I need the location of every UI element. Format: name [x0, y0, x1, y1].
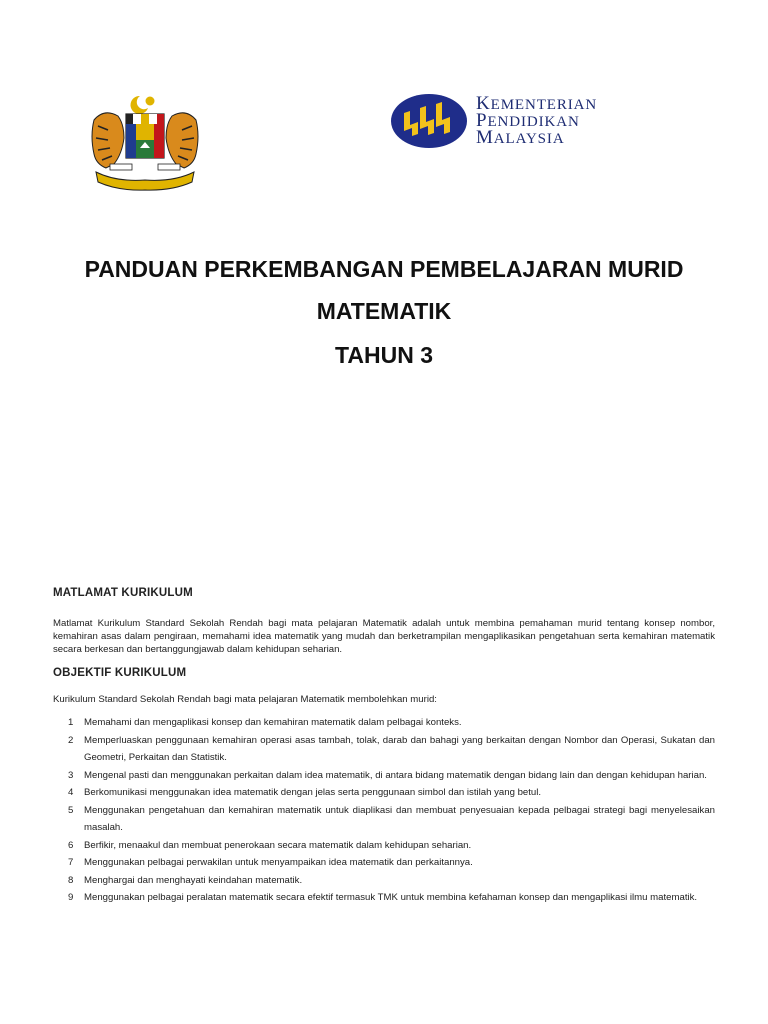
kpm-line-3 — [476, 127, 597, 148]
list-item-number: 7 — [68, 857, 74, 868]
objektif-heading: OBJEKTIF KURIKULUM — [53, 667, 187, 679]
list-item-number: 6 — [68, 839, 74, 851]
objectives-list — [53, 714, 715, 907]
list-item-text: Menggunakan pengetahuan dan kemahiran matematik untuk diaplikasi dan membuat penyesuaian kepada pelbagai strategi bagi menyelesaikan masalah. — [84, 804, 715, 833]
kpm-line-3-initial: M — [476, 127, 494, 148]
list-item-text: Memahami dan mengaplikasi konsep dan kemahiran matematik dalam pelbagai konteks. — [84, 717, 462, 728]
list-item-number: 8 — [68, 874, 74, 886]
matlamat-heading: MATLAMAT KURIKULUM — [53, 587, 193, 599]
list-item — [53, 889, 715, 907]
year-title: TAHUN 3 — [335, 342, 433, 368]
list-item — [53, 714, 715, 732]
list-item — [53, 872, 715, 890]
list-item-text: Mengenal pasti dan menggunakan perkaitan dalam idea matematik, di antara bidang matematik dengan bidang lain dan dengan kehidupan harian. — [84, 769, 707, 781]
coat-of-arms-logo — [86, 92, 204, 192]
kpm-emblem-icon — [390, 93, 468, 149]
document-title: PANDUAN PERKEMBANGAN PEMBELAJARAN MURID — [84, 256, 684, 282]
matlamat-paragraph: Matlamat Kurikulum Standard Sekolah Rendah bagi mata pelajaran Matematik adalah untuk membina pemahaman murid tentang konsep nombor, kemahiran asas dalam pengiraan, memahami idea matematik yang mudah dan berketrampilan mengaplikasikan pengetahuan serta kemahiran matematik secara berkesan dan bertanggungjawab dalam kehidupan seharian. — [53, 618, 715, 655]
kpm-line-2-rest: ENDIDIKAN — [487, 114, 580, 130]
kpm-line-3-rest: ALAYSIA — [493, 131, 565, 147]
list-item-number: 9 — [68, 892, 74, 903]
subject-title: MATEMATIK — [316, 298, 452, 324]
kpm-line-2 — [476, 110, 597, 131]
list-item-number: 3 — [68, 769, 74, 781]
list-item-number: 2 — [68, 734, 74, 746]
list-item — [53, 784, 715, 802]
list-item-text: Berkomunikasi menggunakan idea matematik dengan jelas serta penggunaan simbol dan istilah yang betul. — [84, 787, 542, 798]
list-item — [53, 837, 715, 855]
list-item-text: Memperluaskan penggunaan kemahiran operasi asas tambah, tolak, darab dan bahagi yang berkaitan dengan Nombor dan Operasi, Sukatan dan Geometri, Perkaitan dan Statistik. — [84, 734, 715, 763]
kpm-line-1-initial: K — [476, 93, 491, 114]
list-item-number: 1 — [68, 717, 74, 728]
objektif-intro: Kurikulum Standard Sekolah Rendah bagi mata pelajaran Matematik membolehkan murid: — [53, 694, 437, 705]
list-item — [53, 854, 715, 872]
list-item-number: 5 — [68, 804, 74, 816]
list-item-text: Menggunakan pelbagai peralatan matematik secara efektif termasuk TMK untuk membina kefahaman konsep dan mengaplikasi ilmu matematik. — [84, 892, 698, 903]
kpm-line-1-rest: EMENTERIAN — [490, 97, 598, 113]
list-item-number: 4 — [68, 787, 74, 798]
list-item — [53, 767, 715, 785]
list-item — [53, 732, 715, 767]
kpm-line-1 — [476, 93, 598, 114]
kpm-line-2-initial: P — [476, 110, 488, 131]
list-item — [53, 802, 715, 837]
list-item-text: Berfikir, menaakul dan membuat penerokaan secara matematik dalam kehidupan seharian. — [84, 839, 472, 851]
list-item-text: Menghargai dan menghayati keindahan matematik. — [84, 874, 303, 886]
kpm-logo — [390, 93, 670, 153]
list-item-text: Menggunakan pelbagai perwakilan untuk menyampaikan idea matematik dan perkaitannya. — [84, 857, 473, 868]
kpm-wordmark — [476, 93, 598, 148]
